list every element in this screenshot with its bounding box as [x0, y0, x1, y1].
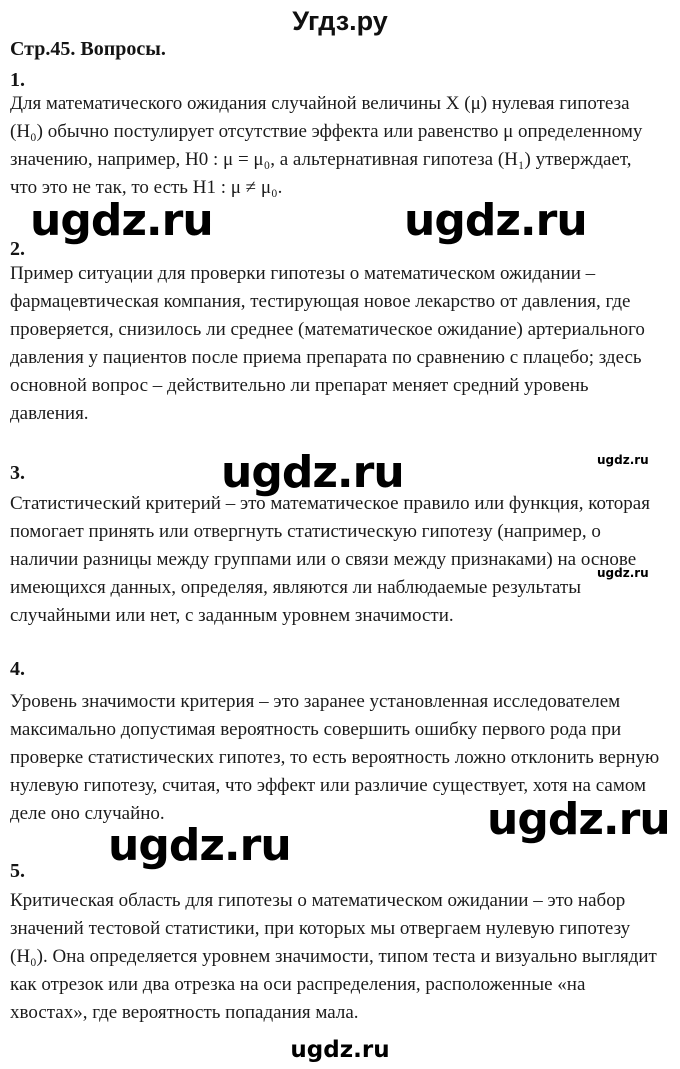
watermark-small-2: ugdz.ru: [597, 566, 649, 580]
question-number-2: 2.: [10, 238, 25, 260]
answer-line: проверяется, снизилось ли среднее (математическое ожидание) артериального: [10, 319, 645, 340]
answer-line: нулевую гипотезу, считая, что эффект или различие существует, хотя на самом: [10, 775, 647, 796]
answer-line: проверке статистических гипотез, то есть вероятность ложно отклонить верную: [10, 747, 660, 768]
answer-line: наличии разницы между группами или о связи между признаками) на основе: [10, 549, 637, 570]
site-logo-text: Угдз.ру: [292, 6, 388, 36]
answer-line: случайными или нет, с заданным уровнем значимости.: [10, 605, 454, 626]
answer-line: Уровень значимости критерия – это заранее установленная исследователем: [10, 691, 621, 712]
answer-line: помогает принять или отвергнуть статистическую гипотезу (например, о: [10, 521, 601, 542]
watermark-small-1: ugdz.ru: [597, 453, 649, 467]
question-number-4: 4.: [10, 658, 25, 680]
question-number-1: 1.: [10, 69, 25, 91]
watermark-large-3: ugdz.ru: [221, 447, 404, 498]
answer-line: деле оно случайно.: [10, 803, 165, 824]
answer-line: основной вопрос – действительно ли препарат меняет средний уровень: [10, 375, 589, 396]
answer-line: значению, например, H0 : μ = μ₀, а альтернативная гипотеза (H₁) утверждает,: [10, 149, 632, 170]
answer-line: Пример ситуации для проверки гипотезы о математическом ожидании –: [10, 263, 596, 284]
watermark-large-2: ugdz.ru: [404, 195, 587, 246]
answer-line: Для математического ожидания случайной величины X (μ) нулевая гипотеза: [10, 93, 630, 114]
answer-line: максимально допустимая вероятность совершить ошибку первого рода при: [10, 719, 622, 740]
answer-line: имеющихся данных, определяя, являются ли наблюдаемые результаты: [10, 577, 582, 598]
answer-line: как отрезок или два отрезка на оси распределения, расположенные «на: [10, 974, 586, 995]
answer-line: что это не так, то есть H1 : μ ≠ μ₀.: [10, 177, 283, 198]
answer-line: фармацевтическая компания, тестирующая новое лекарство от давления, где: [10, 291, 631, 312]
answer-line: значений тестовой статистики, при которых мы отвергаем нулевую гипотезу: [10, 918, 631, 939]
question-number-5: 5.: [10, 860, 25, 882]
watermark-large-5: ugdz.ru: [108, 820, 291, 871]
answer-line: Статистический критерий – это математическое правило или функция, которая: [10, 493, 650, 514]
answer-line: (H₀). Она определяется уровнем значимости, типом теста и визуально выглядит: [10, 946, 657, 967]
answer-line: давления.: [10, 403, 89, 424]
question-number-3: 3.: [10, 462, 25, 484]
answer-line: давления у пациентов после приема препарата по сравнению с плацебо; здесь: [10, 347, 642, 368]
watermark-large-1: ugdz.ru: [30, 195, 213, 246]
answer-line: хвостах», где вероятность попадания мала.: [10, 1002, 359, 1023]
answer-line: (H₀) обычно постулирует отсутствие эффекта или равенство μ определенному: [10, 121, 643, 142]
answer-line: Критическая область для гипотезы о математическом ожидании – это набор: [10, 890, 626, 911]
answer-paragraph-1: [10, 90, 678, 202]
answer-paragraph-2: [10, 260, 678, 428]
answer-paragraph-5: [10, 887, 678, 1027]
answer-paragraph-3: [10, 490, 678, 630]
footer-watermark: ugdz.ru: [290, 1037, 390, 1063]
page-heading: Стр.45. Вопросы.: [10, 38, 166, 60]
watermark-large-4: ugdz.ru: [487, 794, 670, 845]
